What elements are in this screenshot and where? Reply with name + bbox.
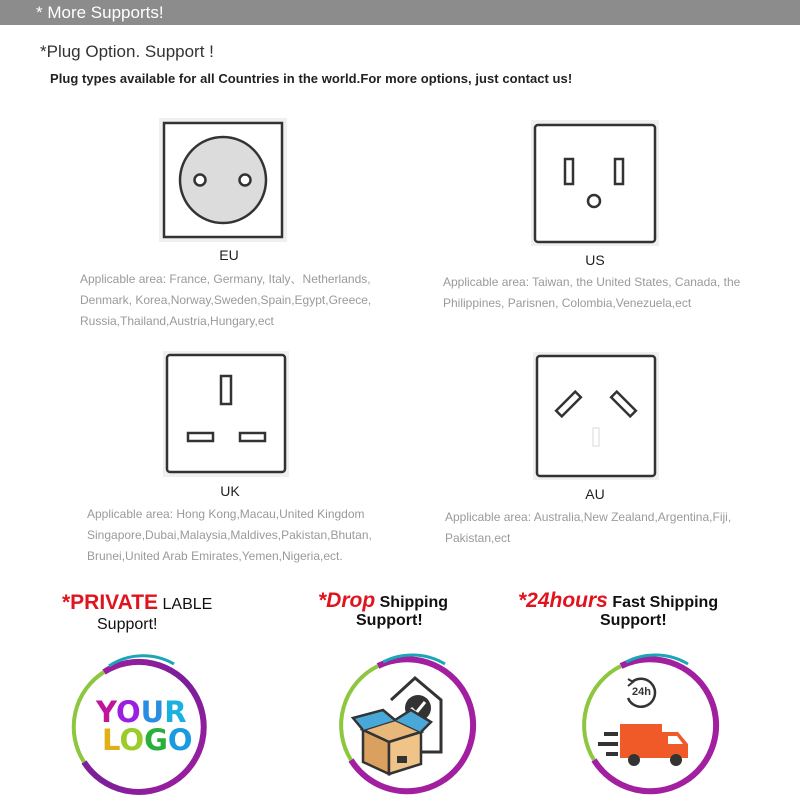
fast-shipping-red: *24hours: [518, 589, 608, 612]
plug-section-subtitle: Plug types available for all Countries in the world.For more options, just contact us!: [50, 71, 573, 86]
au-area-line: Pakistan,ect: [445, 531, 511, 545]
uk-area-line: Applicable area: Hong Kong,Macau,United Kingdom: [87, 507, 365, 521]
uk-socket-icon: [163, 351, 289, 477]
logo-letter: U: [140, 695, 165, 729]
uk-area-line: Singapore,Dubai,Malaysia,Maldives,Pakistan,Bhutan,: [87, 528, 372, 542]
fast-shipping-sub: Support!: [600, 612, 667, 629]
plug-section-title: *Plug Option. Support !: [40, 42, 214, 61]
fast-shipping-black: Fast Shipping: [607, 594, 719, 611]
your-logo-line-2: [102, 723, 193, 757]
drop-shipping-box-icon: [333, 652, 483, 805]
private-label-sub: Support!: [97, 616, 158, 633]
drop-shipping-black: Shipping: [375, 594, 449, 611]
us-area-line: Philippines, Parisnen, Colombia,Venezuela,ect: [443, 296, 692, 310]
drop-shipping-sub: Support!: [356, 612, 423, 629]
au-label: AU: [585, 486, 605, 502]
logo-letter: O: [119, 723, 145, 757]
logo-letter: R: [164, 695, 187, 729]
eu-area-line: Applicable area: France, Germany, Italy、Netherlands,: [80, 272, 371, 286]
uk-area-line: Brunei,United Arab Emirates,Yemen,Nigeria,ect.: [87, 549, 343, 563]
private-label-red: *PRIVATE: [62, 591, 159, 614]
fast-shipping-truck-icon: [576, 652, 726, 805]
us-socket-icon: [531, 120, 659, 246]
logo-letter: G: [144, 723, 168, 757]
drop-shipping-red: *Drop: [318, 589, 376, 612]
eu-applicable-area: [80, 269, 371, 332]
eu-socket-icon: [159, 118, 287, 242]
logo-letter: O: [115, 695, 141, 729]
eu-area-line: Denmark, Korea,Norway,Sweden,Spain,Egypt,Greece,: [80, 293, 372, 307]
clock-badge-text: 24h: [632, 686, 651, 698]
au-area-line: Applicable area: Australia,New Zealand,Argentina,Fiji,: [445, 510, 732, 524]
private-label-heading: [62, 591, 212, 615]
logo-letter: Y: [96, 695, 116, 729]
uk-label: UK: [220, 483, 240, 499]
au-applicable-area: [445, 507, 731, 549]
us-label: US: [585, 252, 605, 268]
fast-shipping-heading: [518, 589, 718, 613]
private-label-black: LABLE: [158, 596, 213, 613]
us-applicable-area: [443, 272, 740, 314]
us-area-line: Applicable area: Taiwan, the United States, Canada, the: [443, 275, 741, 289]
header-title: * More Supports!: [36, 3, 164, 22]
logo-letter: O: [167, 723, 193, 757]
eu-area-line: Russia,Thailand,Austria,Hungary,ect: [80, 314, 274, 328]
logo-letter: L: [102, 723, 120, 757]
eu-label: EU: [219, 247, 239, 263]
au-socket-icon: [533, 352, 659, 480]
drop-shipping-heading: [318, 589, 448, 613]
uk-applicable-area: [87, 504, 372, 567]
